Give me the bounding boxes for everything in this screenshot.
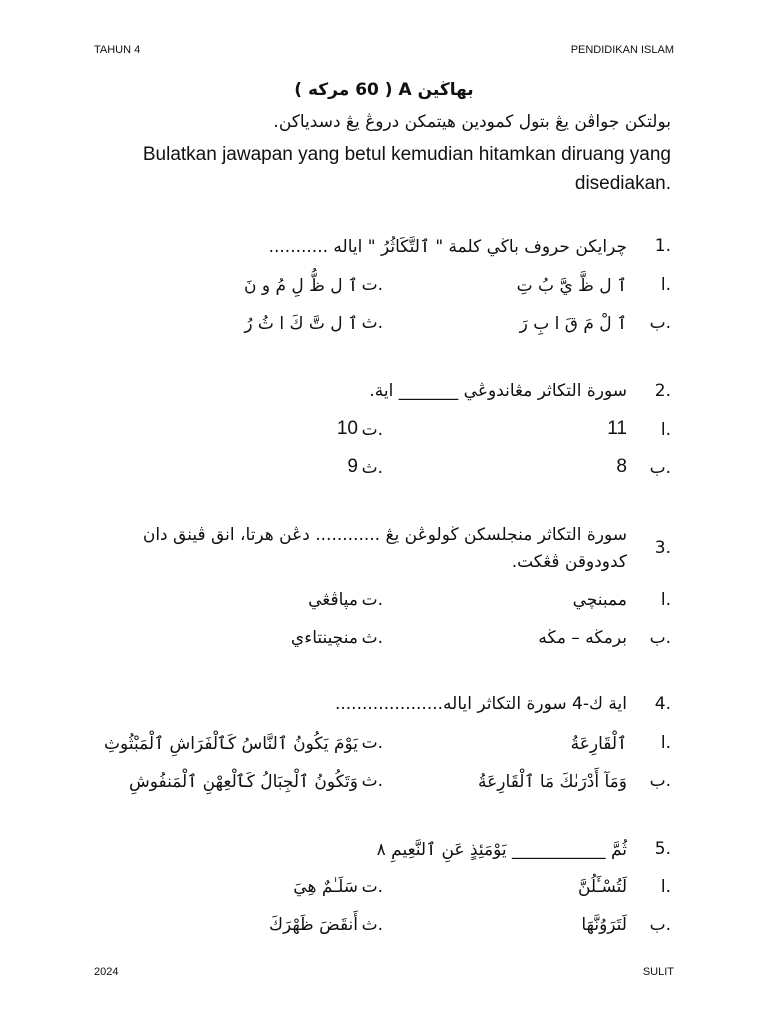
question-4-number: 4. <box>654 694 671 714</box>
q3-option-ba-label[interactable]: ب. <box>649 628 671 648</box>
q2-option-a-label[interactable]: ا. <box>660 420 671 440</box>
question-2-text: سورة التكاثر مڠاندوڠي _______ اية. <box>369 381 627 401</box>
question-3-text: سورة التكاثر منجلسكن ڬولوڠن يڠ ............ دڠن هرتا، انق ڤينق دان كدودوقن ڤڠكت. <box>142 525 627 572</box>
q4-option-ta[interactable]: يَوْمَ يَكُونُ ٱلنَّاسُ كَٱلْفَرَاشِ ٱلْمَبْثُوثِ <box>104 734 358 754</box>
instruction-rumi: Bulatkan jawapan yang betul kemudian hitamkan diruang yang disediakan. <box>142 144 671 194</box>
q5-option-tha-label[interactable]: ث. <box>361 915 383 935</box>
question-4-text: اية ك-4 سورة التكاثر اياله.................... <box>334 694 627 714</box>
q1-option-ba-label[interactable]: ب. <box>649 313 671 333</box>
q5-option-ta[interactable]: سَلَـٰمٌ هِيَ <box>293 877 358 897</box>
question-1-number: 1. <box>654 236 671 256</box>
q2-option-ta[interactable]: 10 <box>336 418 358 439</box>
q2-option-ba[interactable]: 8 <box>616 456 627 477</box>
q1-option-ba[interactable]: ٱ لْ مَ قَ ا بِ رَ <box>519 314 627 334</box>
q4-option-a[interactable]: ٱلْقَارِعَةُ <box>570 734 627 754</box>
q3-option-ta[interactable]: مپاڤڠي <box>308 590 358 610</box>
section-title: بهاڬين A ( 60 مركه ) <box>294 80 474 100</box>
q4-option-ta-label[interactable]: ت. <box>361 733 383 753</box>
q3-option-a[interactable]: ممبنچي <box>572 590 627 610</box>
q4-option-ba[interactable]: وَمَآ أَدْرَىٰكَ مَا ٱلْقَارِعَةُ <box>478 772 627 792</box>
question-2-number: 2. <box>654 381 671 401</box>
q1-option-ta-label[interactable]: ت. <box>361 275 383 295</box>
q3-option-ba[interactable]: برمڬه – مڬه <box>538 628 627 648</box>
q3-option-tha[interactable]: منچينتاءي <box>290 628 358 648</box>
header-year: TAHUN 4 <box>94 44 141 56</box>
q1-option-a[interactable]: ٱ ل ظَّ يَّ بُ تِ <box>516 276 627 296</box>
q4-option-ba-label[interactable]: ب. <box>649 771 671 791</box>
instruction-jawi: بولتكن جواڤن يڠ بتول كمودين هيتمكن دروڠ يڠ دسدياكن. <box>273 112 671 132</box>
q4-option-tha[interactable]: وَتَكُونُ ٱلْجِبَالُ كَٱلْعِهْنِ ٱلْمَنفُوشِ <box>128 772 358 792</box>
q5-option-tha[interactable]: أَنقَضَ ظَهْرَكَ <box>268 915 358 935</box>
q5-option-a-label[interactable]: ا. <box>660 877 671 897</box>
q3-option-ta-label[interactable]: ت. <box>361 590 383 610</box>
footer-year: 2024 <box>94 966 119 978</box>
q2-option-a[interactable]: 11 <box>607 418 627 439</box>
q5-option-ba-label[interactable]: ب. <box>649 915 671 935</box>
q5-option-a[interactable]: لَتُسْـَٔلُنَّ <box>577 877 627 897</box>
footer-classification: SULIT <box>642 966 674 978</box>
question-5-text: ثُمَّ ___________ يَوْمَئِذٍ عَنِ ٱلنَّعِيمِ ٨ <box>376 840 627 860</box>
q1-option-tha-label[interactable]: ث. <box>361 313 383 333</box>
q1-option-ta[interactable]: ٱ ل ظُّ لِ مُ و نَ <box>243 276 358 296</box>
q5-option-ta-label[interactable]: ت. <box>361 877 383 897</box>
q2-option-tha-label[interactable]: ث. <box>361 458 383 478</box>
header-subject: PENDIDIKAN ISLAM <box>570 44 674 56</box>
q4-option-a-label[interactable]: ا. <box>660 733 671 753</box>
q2-option-tha[interactable]: 9 <box>347 456 358 477</box>
q5-option-ba[interactable]: لَتَرَوُنَّهَا <box>581 915 627 935</box>
question-5-number: 5. <box>654 839 671 859</box>
q3-option-tha-label[interactable]: ث. <box>361 628 383 648</box>
q4-option-tha-label[interactable]: ث. <box>361 771 383 791</box>
q1-option-tha[interactable]: ٱ ل تَّ كَ ا ثُ رُ <box>244 314 358 334</box>
q3-option-a-label[interactable]: ا. <box>660 590 671 610</box>
question-3-number: 3. <box>654 538 671 558</box>
q2-option-ba-label[interactable]: ب. <box>649 458 671 478</box>
q1-option-a-label[interactable]: ا. <box>660 275 671 295</box>
question-1-text: چرايكن حروف باڬي كلمة " ٱلتَّكَاثُرُ " اياله ........... <box>268 237 627 257</box>
q2-option-ta-label[interactable]: ت. <box>361 420 383 440</box>
